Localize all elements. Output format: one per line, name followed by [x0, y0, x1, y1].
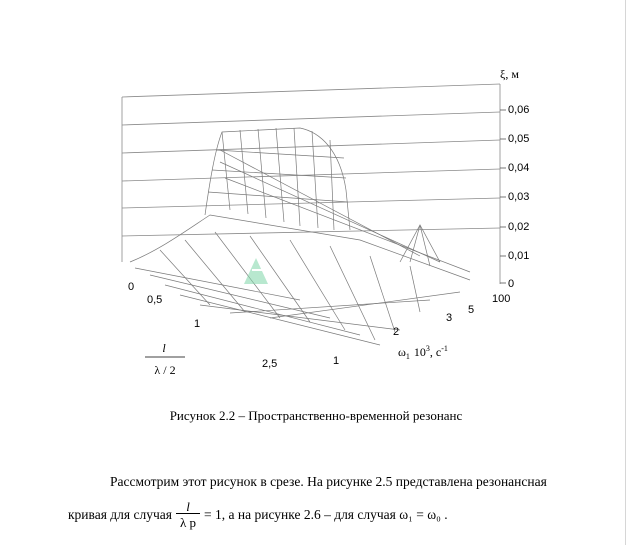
surface-mesh [130, 128, 470, 345]
paragraph-text: Рассмотрим этот рисунок в срезе. На рисунке 2.5 представлена резонансная [110, 474, 547, 489]
z-axis-label: ξ, м [500, 67, 519, 81]
formula-omega: ω₁ = ω₀ [399, 506, 441, 522]
omega-exponent: 3 [425, 344, 430, 353]
figure-caption: Рисунок 2.2 – Пространственно-временной резонанс [169, 408, 463, 423]
paragraph-prefix: кривая для случая [68, 506, 172, 522]
z-tick: 0,04 [508, 162, 530, 174]
z-tick: 0,01 [508, 250, 530, 262]
omega-tick: 100 [492, 293, 511, 305]
z-tick: 0,02 [508, 221, 530, 233]
z-tick: 0,06 [508, 104, 530, 116]
formula-fraction [176, 500, 200, 529]
omega-tick: 1 [333, 355, 340, 367]
omega-unit-exp: -1 [441, 344, 448, 353]
ratio-label-denominator: λ / 2 [154, 363, 176, 377]
ratio-tick: 0,5 [147, 294, 163, 306]
omega-symbol: ω [398, 345, 406, 359]
z-tick: 0 [508, 278, 515, 290]
fraction-denominator: λ р [176, 513, 200, 529]
z-tick: 0,05 [508, 133, 530, 145]
fraction-numerator: l [186, 499, 190, 514]
omega-tick: 3 [446, 312, 453, 324]
ratio-tick: 2,5 [262, 358, 278, 370]
omega-mantissa: 10 [413, 345, 426, 359]
z-tick: 0,03 [508, 191, 530, 203]
paragraph-middle: = 1, а на рисунке 2.6 – для случая [204, 506, 396, 522]
watermark-logo-icon [244, 258, 268, 284]
omega-unit: , с [429, 345, 442, 359]
ratio-label-numerator: l [162, 341, 166, 355]
ratio-tick: 1 [194, 318, 201, 330]
paragraph-text-formula [68, 500, 448, 529]
left-wall-grid [122, 84, 500, 284]
omega-subscript: 1 [405, 352, 410, 361]
paragraph-suffix: . [444, 506, 448, 522]
omega-axis-label [398, 344, 448, 361]
omega-tick: 2 [393, 326, 400, 338]
ratio-tick: 0 [128, 281, 135, 293]
z-axis-ticks [500, 110, 506, 283]
omega-tick: 5 [468, 304, 475, 316]
